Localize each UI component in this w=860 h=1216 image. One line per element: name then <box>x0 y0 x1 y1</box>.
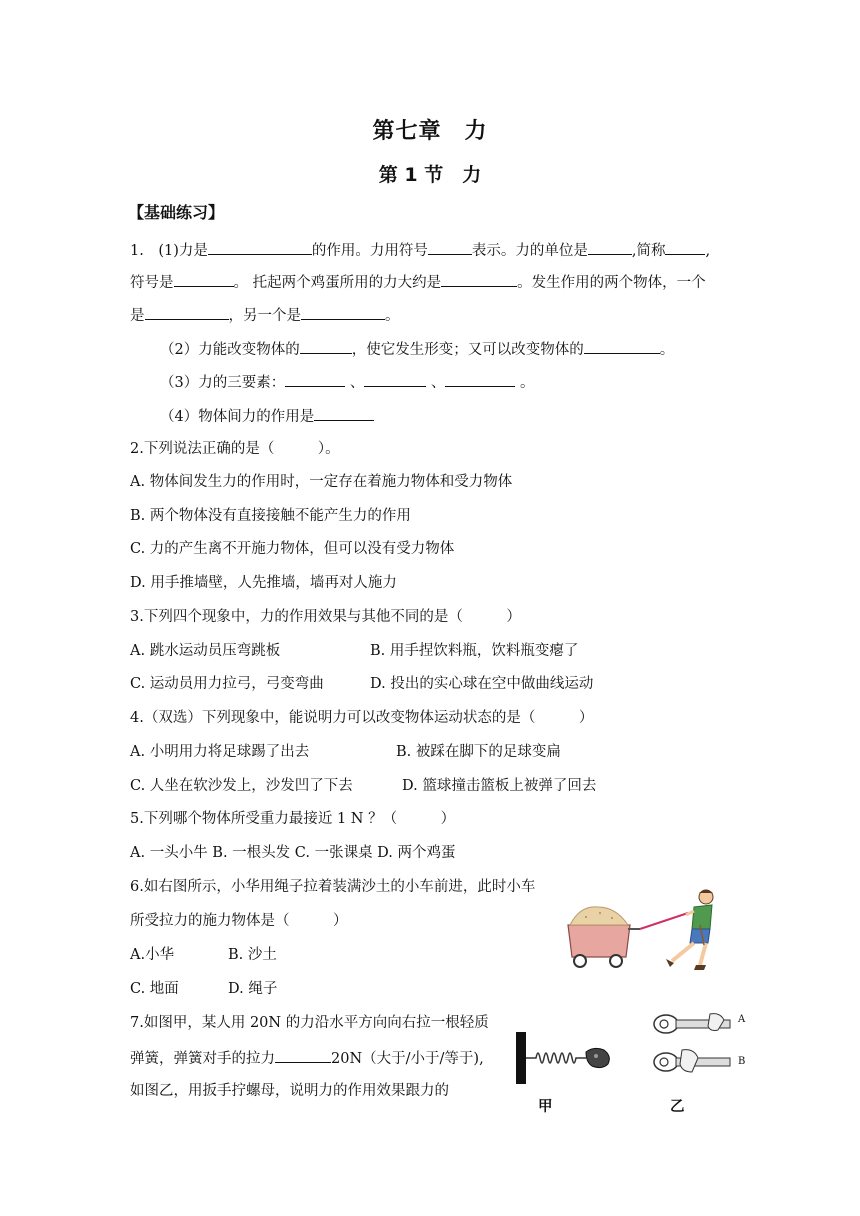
exercise-heading: 【基础练习】 <box>128 203 225 222</box>
answer-blank[interactable] <box>285 371 345 387</box>
q7-line-2: 弹簧，弹簧对手的拉力 20N（大于/小于/等于), <box>130 1047 484 1069</box>
q1-part-3: （3）力的三要素： 、 、 。 <box>160 371 535 393</box>
answer-blank[interactable] <box>314 405 374 421</box>
answer-blank[interactable] <box>364 371 426 387</box>
chapter-title: 第七章 力 <box>372 119 488 144</box>
q6-option-a[interactable]: A.小华 <box>130 947 175 963</box>
q6-option-d[interactable]: D. 绳子 <box>228 981 278 997</box>
figure-label-jia: 甲 <box>538 1099 553 1115</box>
q6-stem-line-2: 所受拉力的施力物体是（ ） <box>130 913 348 929</box>
q4-option-b[interactable]: B. 被踩在脚下的足球变扁 <box>396 744 561 760</box>
q4-option-d[interactable]: D. 篮球撞击篮板上被弹了回去 <box>402 778 597 794</box>
wrench-label-b: B <box>738 1056 746 1067</box>
q1-line-3: 是 ，另一个是 。 <box>130 304 400 326</box>
spring-figure-jia <box>510 1030 620 1090</box>
q3-option-d[interactable]: D. 投出的实心球在空中做曲线运动 <box>370 676 594 692</box>
q3-stem: 3.下列四个现象中，力的作用效果与其他不同的是（ ） <box>130 609 521 625</box>
cart-pulling-illustration <box>560 885 730 975</box>
q6-stem-line-1: 6.如右图所示，小华用绳子拉着装满沙土的小车前进，此时小车 <box>130 879 536 895</box>
answer-blank[interactable] <box>145 304 229 320</box>
section-title: 第 1 节 力 <box>378 164 482 186</box>
q3-option-c[interactable]: C. 运动员用力拉弓，弓变弯曲 <box>130 676 324 692</box>
q2-option-a[interactable]: A. 物体间发生力的作用时，一定存在着施力物体和受力物体 <box>130 474 513 490</box>
answer-blank[interactable] <box>588 239 632 255</box>
q4-option-c[interactable]: C. 人坐在软沙发上，沙发凹了下去 <box>130 778 353 794</box>
q5-options[interactable]: A. 一头小牛 B. 一根头发 C. 一张课桌 D. 两个鸡蛋 <box>130 845 456 861</box>
answer-blank[interactable] <box>174 271 234 287</box>
q2-option-b[interactable]: B. 两个物体没有直接接触不能产生力的作用 <box>130 508 411 524</box>
q7-line-1: 7.如图甲，某人用 20N 的力沿水平方向向右拉一根轻质 <box>130 1015 489 1031</box>
answer-blank[interactable] <box>275 1047 331 1063</box>
q2-option-c[interactable]: C. 力的产生离不开施力物体，但可以没有受力物体 <box>130 541 455 557</box>
q1-part-2: （2）力能改变物体的 ，使它发生形变；又可以改变物体的 。 <box>160 338 674 360</box>
answer-blank[interactable] <box>208 239 312 255</box>
q1-part-4: （4）物体间力的作用是 <box>160 405 374 427</box>
answer-blank[interactable] <box>441 271 517 287</box>
q2-stem: 2.下列说法正确的是（ ）。 <box>130 441 340 457</box>
q3-option-b[interactable]: B. 用手捏饮料瓶，饮料瓶变瘪了 <box>370 643 579 659</box>
q7-line-3: 如图乙，用扳手拧螺母，说明力的作用效果跟力的 <box>130 1083 449 1099</box>
q5-stem: 5.下列哪个物体所受重力最接近 1 N ？（ ） <box>130 811 456 827</box>
figure-label-yi: 乙 <box>670 1099 685 1115</box>
answer-blank[interactable] <box>445 371 515 387</box>
q3-option-a[interactable]: A. 跳水运动员压弯跳板 <box>130 643 281 659</box>
q1-line-2: 符号是 。 托起两个鸡蛋所用的力大约是 。发生作用的两个物体，一个 <box>130 271 706 293</box>
answer-blank[interactable] <box>301 304 385 320</box>
q4-stem: 4.（双选）下列现象中，能说明力可以改变物体运动状态的是（ ） <box>130 710 594 726</box>
answer-blank[interactable] <box>665 239 705 255</box>
answer-blank[interactable] <box>584 338 660 354</box>
q4-option-a[interactable]: A. 小明用力将足球踢了出去 <box>130 744 310 760</box>
wrench-label-a: A <box>738 1014 746 1025</box>
answer-blank[interactable] <box>428 239 472 255</box>
q6-option-b[interactable]: B. 沙土 <box>228 947 277 963</box>
answer-blank[interactable] <box>300 338 352 354</box>
q6-option-c[interactable]: C. 地面 <box>130 981 179 997</box>
q2-option-d[interactable]: D. 用手推墙壁，人先推墙，墙再对人施力 <box>130 575 397 591</box>
q1-line-1: 1. (1)力是 的作用。力用符号 表示。力的单位是 ,简称 , <box>130 239 710 261</box>
